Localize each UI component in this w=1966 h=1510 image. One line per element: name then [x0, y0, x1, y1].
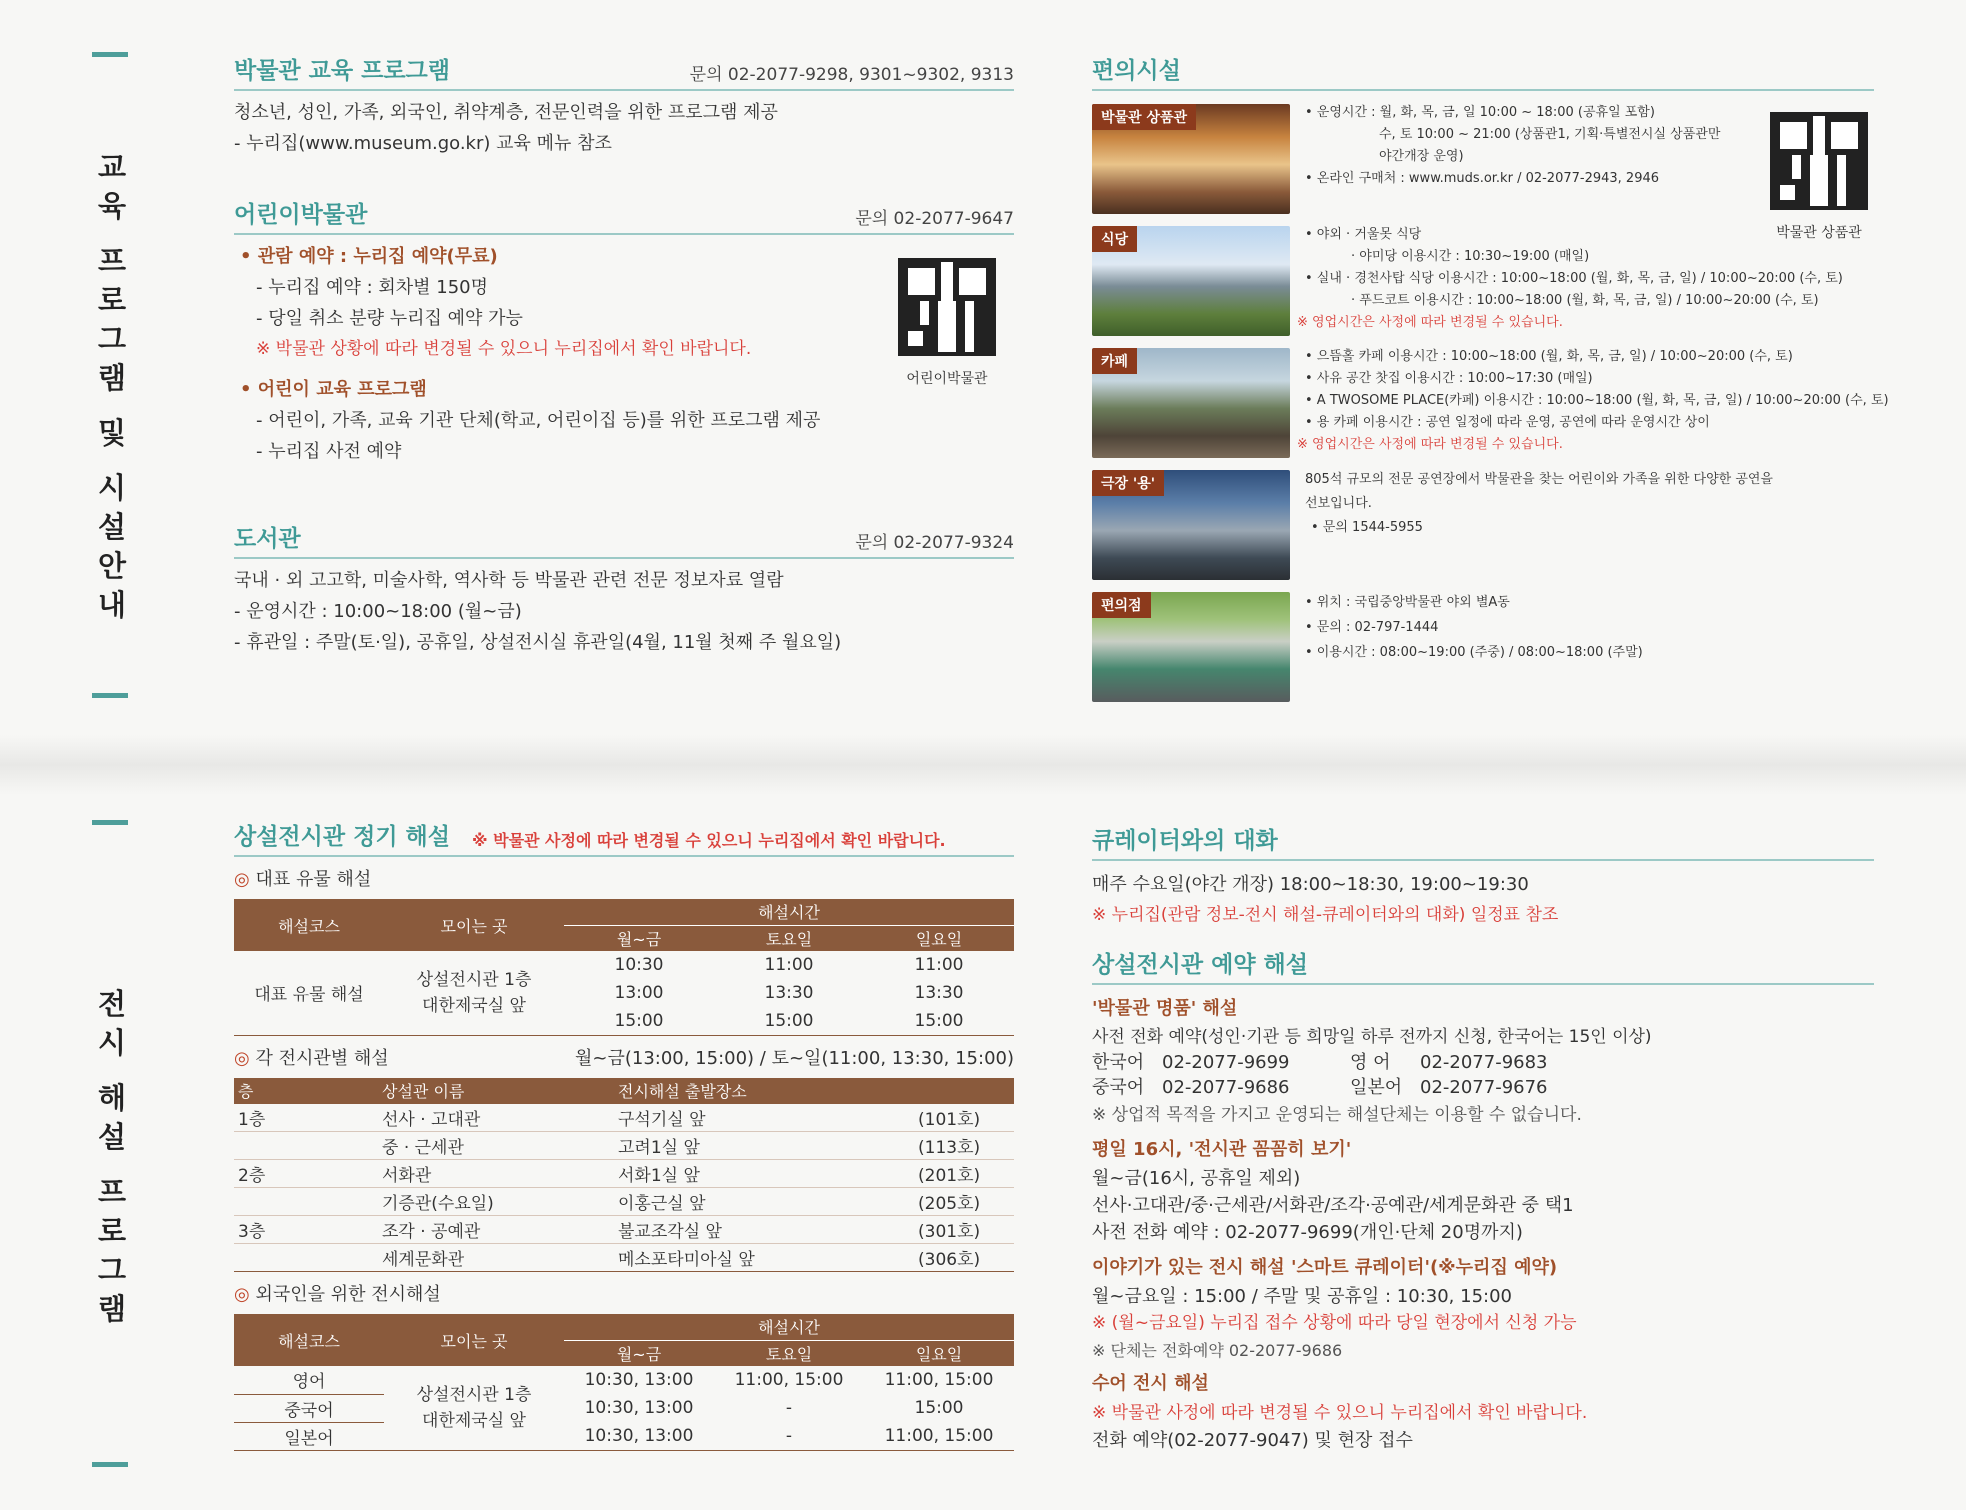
side-marker-top — [92, 52, 128, 57]
vchar: 시 — [97, 471, 126, 505]
time-cell: 10:30 — [614, 955, 664, 975]
th-course: 해설코스 — [234, 1314, 384, 1366]
foreign-place-line2: 대한제국실 앞 — [422, 1410, 526, 1431]
cafe-line1: • 으뜸홀 카페 이용시간 : 10:00~18:00 (월, 화, 목, 금, 일) / 10:00~20:00 (수, 토) — [1305, 349, 1793, 364]
table-row — [234, 1188, 1014, 1216]
lang-phone: 02-2077-9686 — [1162, 1077, 1290, 1098]
vchar: 램 — [97, 361, 126, 395]
shop-line4: • 온라인 구매처 : www.muds.or.kr / 02-2077-2943, 2946 — [1305, 171, 1660, 186]
th-place: 모이는 곳 — [384, 899, 564, 951]
time-cell: 10:30, 13:00 — [584, 1398, 694, 1418]
vchar: 프 — [97, 244, 126, 278]
kids-program-heading: • 어린이 교육 프로그램 — [240, 379, 427, 400]
cafe-photo — [1092, 348, 1290, 458]
rep-place-line1: 상설전시관 1층 — [416, 969, 532, 990]
edu-title: 박물관 교육 프로그램 — [234, 58, 450, 84]
time-cell: 15:00 — [914, 1398, 964, 1418]
circle-marker-icon: ◎ — [234, 1284, 250, 1305]
vchar: 해 — [97, 1081, 126, 1115]
regular-title: 상설전시관 정기 해설 — [234, 824, 450, 850]
vchar: 로 — [97, 1214, 126, 1248]
table-row — [234, 1216, 1014, 1244]
cafe-tag: 카페 — [1092, 348, 1137, 374]
time-cell: 13:00 — [614, 983, 664, 1003]
store-line2: • 문의 : 02-797-1444 — [1305, 620, 1439, 635]
weekday-heading: 평일 16시, '전시관 꼼꼼히 보기' — [1092, 1139, 1352, 1160]
side-marker-mid1 — [92, 693, 128, 698]
shop-qr-label: 박물관 상품관 — [1776, 225, 1862, 241]
time-cell: 10:30, 13:00 — [584, 1370, 694, 1390]
restaurant-text — [1297, 224, 1843, 334]
theater-tag: 극장 '용' — [1092, 470, 1164, 496]
lang-phone: 02-2077-9676 — [1420, 1077, 1548, 1098]
start-cell: 고려1실 앞 — [614, 1132, 914, 1160]
food-line3: • 실내 · 경천사탑 식당 이용시간 : 10:00~18:00 (월, 화, 목, 금, 일) / 10:00~20:00 (수, 토) — [1305, 271, 1843, 286]
facility-header — [1092, 52, 1874, 91]
vchar: 램 — [97, 1292, 126, 1326]
kids-line4: - 누리집 사전 예약 — [256, 441, 402, 462]
facility-title: 편의시설 — [1092, 58, 1181, 84]
curator-header — [1092, 822, 1874, 861]
sub-foreign-label: 외국인을 위한 전시해설 — [255, 1284, 441, 1305]
table-row — [234, 1132, 1014, 1160]
th-weekday: 월~금 — [564, 925, 714, 951]
kids-inquiry: 문의 02-2077-9647 — [855, 209, 1014, 229]
curator-line1: 매주 수요일(야간 개장) 18:00~18:30, 19:00~19:30 — [1092, 874, 1529, 895]
cafe-line2: • 사유 공간 찻집 이용시간 : 10:00~17:30 (매일) — [1305, 371, 1593, 386]
sub-representative — [234, 865, 1014, 891]
representative-table — [234, 899, 1014, 1036]
edu-line1: 청소년, 성인, 가족, 외국인, 취약계층, 전문인력을 위한 프로그램 제공 — [234, 102, 778, 123]
kids-line1: - 누리집 예약 : 회차별 150명 — [256, 277, 489, 298]
floor-cell — [234, 1132, 378, 1160]
th-gallery: 상설관 이름 — [378, 1078, 614, 1104]
gallery-cell: 서화관 — [378, 1160, 614, 1188]
facility-section — [1092, 52, 1874, 91]
restaurant-photo — [1092, 226, 1290, 336]
foreign-place — [384, 1366, 564, 1450]
th-sunday: 일요일 — [864, 925, 1014, 951]
th-time: 해설시간 — [564, 1314, 1014, 1340]
room-cell: (113호) — [914, 1132, 1014, 1160]
language-phone-grid — [1092, 1050, 1874, 1100]
reserve-header — [1092, 946, 1874, 985]
regular-header — [234, 818, 1014, 857]
library-line2: - 운영시간 : 10:00~18:00 (월~금) — [234, 601, 522, 622]
page-fold — [0, 735, 1966, 795]
language-cell: 일본어 — [234, 1422, 384, 1450]
gallery-cell: 조각 · 공예관 — [378, 1216, 614, 1244]
th-saturday: 토요일 — [714, 1340, 864, 1366]
library-inquiry: 문의 02-2077-9324 — [855, 533, 1014, 553]
start-cell: 불교조각실 앞 — [614, 1216, 914, 1244]
floor-cell: 1층 — [234, 1104, 378, 1132]
time-cell: 11:00, 15:00 — [864, 1422, 1014, 1450]
time-cell: 11:00 — [914, 955, 964, 975]
vchar: 설 — [97, 510, 126, 544]
shop-text — [1305, 102, 1720, 190]
gallery-table — [234, 1078, 1014, 1273]
cafe-note: ※ 영업시간은 사정에 따라 변경될 수 있습니다. — [1297, 437, 1563, 452]
edu-inquiry: 문의 02-2077-9298, 9301~9302, 9313 — [689, 65, 1014, 85]
theater-photo — [1092, 470, 1290, 580]
masterpiece-note: ※ 상업적 목적을 가지고 운영되는 해설단체는 이용할 수 없습니다. — [1092, 1105, 1582, 1125]
time-cell: 11:00 — [764, 955, 814, 975]
shop-line1: • 운영시간 : 월, 화, 목, 금, 일 10:00 ~ 18:00 (공휴일 포함) — [1305, 105, 1655, 120]
th-course: 해설코스 — [234, 899, 384, 951]
floor-cell: 2층 — [234, 1160, 378, 1188]
library-title: 도서관 — [234, 526, 301, 552]
sub-foreign — [234, 1280, 1014, 1306]
edu-line2: - 누리집(www.museum.go.kr) 교육 메뉴 참조 — [234, 133, 612, 154]
time-cell: 10:30, 13:00 — [564, 1422, 714, 1450]
gallery-cell: 중 · 근세관 — [378, 1132, 614, 1160]
kids-title: 어린이박물관 — [234, 202, 368, 228]
room-cell: (306호) — [914, 1244, 1014, 1272]
smart-line3: ※ 단체는 전화예약 02-2077-9686 — [1092, 1341, 1343, 1360]
kids-qr-code[interactable] — [898, 258, 996, 356]
start-cell: 메소포타미아실 앞 — [614, 1244, 914, 1272]
store-line1: • 위치 : 국립중앙박물관 야외 별A동 — [1305, 595, 1510, 610]
food-note: ※ 영업시간은 사정에 따라 변경될 수 있습니다. — [1297, 315, 1563, 330]
kids-note: ※ 박물관 상황에 따라 변경될 수 있으니 누리집에서 확인 바랍니다. — [256, 339, 752, 359]
table-row — [234, 1104, 1014, 1132]
edu-section — [234, 52, 1014, 159]
vchar: 로 — [97, 283, 126, 317]
th-time: 해설시간 — [564, 899, 1014, 925]
kids-header — [234, 196, 1014, 235]
lang-label: 한국어 — [1092, 1052, 1145, 1073]
th-place: 모이는 곳 — [384, 1314, 564, 1366]
time-cell: 15:00 — [714, 1007, 864, 1035]
weekday-line2: 선사·고대관/중·근세관/서화관/조각·공예관/세계문화관 중 택1 — [1092, 1195, 1574, 1216]
start-cell: 서화1실 앞 — [614, 1160, 914, 1188]
time-cell: 11:00, 15:00 — [734, 1370, 844, 1390]
shop-photo — [1092, 104, 1290, 214]
library-section — [234, 520, 1014, 658]
library-line1: 국내 · 외 고고학, 미술사학, 역사학 등 박물관 관련 전문 정보자료 열람 — [234, 570, 784, 591]
smart-heading: 이야기가 있는 전시 해설 '스마트 큐레이터'(※누리집 예약) — [1092, 1257, 1558, 1278]
sub-gallery — [234, 1044, 1014, 1070]
vchar: 설 — [97, 1120, 126, 1154]
theater-line2: 선보입니다. — [1305, 496, 1372, 511]
start-cell: 이홍근실 앞 — [614, 1188, 914, 1216]
food-line4: · 푸드코트 이용시간 : 10:00~18:00 (월, 화, 목, 금, 일) / 10:00~20:00 (수, 토) — [1351, 293, 1819, 308]
floor-cell — [234, 1244, 378, 1272]
theater-text — [1305, 468, 1773, 540]
food-line1: • 야외 · 거울못 식당 — [1305, 227, 1422, 242]
store-text — [1305, 590, 1643, 665]
circle-marker-icon: ◎ — [234, 869, 250, 890]
time-cell: 13:30 — [764, 983, 814, 1003]
vchar: 안 — [97, 549, 126, 583]
gallery-cell: 기증관(수요일) — [378, 1188, 614, 1216]
masterpiece-heading: '박물관 명품' 해설 — [1092, 998, 1238, 1019]
regular-note: ※ 박물관 사정에 따라 변경될 수 있으니 누리집에서 확인 바랍니다. — [471, 831, 946, 850]
kids-qr-label: 어린이박물관 — [906, 371, 988, 387]
lang-label: 중국어 — [1092, 1077, 1145, 1098]
lang-phone: 02-2077-9699 — [1162, 1052, 1290, 1073]
sub-representative-label: 대표 유물 해설 — [255, 869, 372, 890]
th-room — [914, 1078, 1014, 1104]
sub-gallery-label: 각 전시관별 해설 — [255, 1047, 389, 1069]
library-line3: - 휴관일 : 주말(토·일), 공휴일, 상설전시실 휴관일(4월, 11월 첫째 주 월요일) — [234, 632, 842, 653]
vchar: 육 — [97, 189, 126, 223]
cafe-line3: • A TWOSOME PLACE(카페) 이용시간 : 10:00~18:00 (월, 화, 목, 금, 일) / 10:00~20:00 (수, 토) — [1305, 393, 1889, 408]
store-photo — [1092, 592, 1290, 702]
smart-line1: 월~금요일 : 15:00 / 주말 및 공휴일 : 10:30, 15:00 — [1092, 1286, 1512, 1307]
regular-section — [234, 818, 1014, 1451]
room-cell: (205호) — [914, 1188, 1014, 1216]
vchar: 그 — [97, 322, 126, 356]
language-cell: 영어 — [234, 1366, 384, 1394]
th-weekday: 월~금 — [564, 1340, 714, 1366]
library-header — [234, 520, 1014, 559]
time-cell: - — [714, 1422, 864, 1450]
time-cell: 11:00, 15:00 — [884, 1370, 994, 1390]
lang-phone: 02-2077-9683 — [1420, 1052, 1548, 1073]
rep-course: 대표 유물 해설 — [234, 951, 384, 1035]
time-cell: - — [785, 1398, 793, 1418]
shop-qr-code[interactable] — [1770, 112, 1868, 210]
start-cell: 구석기실 앞 — [614, 1104, 914, 1132]
lang-label: 일본어 — [1350, 1077, 1403, 1098]
cafe-line4: • 용 카페 이용시간 : 공연 일정에 따라 운영, 공연에 따라 운영시간 상이 — [1305, 415, 1710, 430]
lang-label: 영 어 — [1350, 1052, 1391, 1073]
shop-tag: 박물관 상품관 — [1092, 104, 1196, 130]
smart-line2: ※ (월~금요일) 누리집 접수 상황에 따라 당일 현장에서 신청 가능 — [1092, 1313, 1577, 1333]
weekday-line1: 월~금(16시, 공휴일 제외) — [1092, 1168, 1301, 1189]
side-marker-mid2 — [92, 820, 128, 825]
floor-cell — [234, 1188, 378, 1216]
reserve-section — [1092, 946, 1874, 1455]
masterpiece-line1: 사전 전화 예약(성인·기관 등 희망일 하루 전까지 신청, 한국어는 15인 이상) — [1092, 1027, 1652, 1047]
table-row — [234, 1244, 1014, 1272]
sign-heading: 수어 전시 해설 — [1092, 1373, 1209, 1394]
vchar: 교 — [97, 150, 126, 184]
store-tag: 편의점 — [1092, 592, 1151, 618]
th-sunday: 일요일 — [864, 1340, 1014, 1366]
kids-section — [234, 196, 1014, 467]
time-cell: 15:00 — [564, 1007, 714, 1035]
foreign-place-line1: 상설전시관 1층 — [416, 1384, 532, 1405]
vchar: 시 — [97, 1026, 126, 1060]
kids-reserve-heading: • 관람 예약 : 누리집 예약(무료) — [240, 246, 498, 267]
weekday-line3: 사전 전화 예약 : 02-2077-9699(개인·단체 20명까지) — [1092, 1222, 1523, 1243]
vchar: 그 — [97, 1253, 126, 1287]
vertical-title-bottom — [92, 985, 132, 1329]
vchar: 및 — [97, 416, 126, 450]
rep-place — [384, 951, 564, 1035]
restaurant-tag: 식당 — [1092, 226, 1137, 252]
th-start: 전시해설 출발장소 — [614, 1078, 914, 1104]
language-cell: 중국어 — [234, 1394, 384, 1422]
theater-line3: • 문의 1544-5955 — [1311, 520, 1423, 535]
floor-cell: 3층 — [234, 1216, 378, 1244]
shop-line3: 야간개장 운영) — [1379, 149, 1464, 164]
foreign-table — [234, 1314, 1014, 1451]
vchar: 프 — [97, 1175, 126, 1209]
th-floor: 층 — [234, 1078, 378, 1104]
sign-line1: ※ 박물관 사정에 따라 변경될 수 있으니 누리집에서 확인 바랍니다. — [1092, 1403, 1588, 1423]
gallery-cell: 선사 · 고대관 — [378, 1104, 614, 1132]
room-cell: (301호) — [914, 1216, 1014, 1244]
sub-gallery-time: 월~금(13:00, 15:00) / 토~일(11:00, 13:30, 15:00) — [574, 1047, 1014, 1069]
time-cell: 13:30 — [914, 983, 964, 1003]
shop-line2: 수, 토 10:00 ~ 21:00 (상품관1, 기획·특별전시실 상품관만 — [1379, 127, 1721, 142]
room-cell: (101호) — [914, 1104, 1014, 1132]
vertical-title-top — [92, 148, 132, 625]
kids-line2: - 당일 취소 분량 누리집 예약 가능 — [256, 308, 523, 329]
theater-line1: 805석 규모의 전문 공연장에서 박물관을 찾는 어린이와 가족을 위한 다양한 공연을 — [1305, 472, 1773, 487]
edu-header — [234, 52, 1014, 91]
curator-section — [1092, 822, 1874, 930]
side-marker-bottom — [92, 1462, 128, 1467]
th-saturday: 토요일 — [714, 925, 864, 951]
store-line3: • 이용시간 : 08:00~19:00 (주중) / 08:00~18:00 (주말) — [1305, 645, 1643, 660]
time-cell: 15:00 — [864, 1007, 1014, 1035]
kids-line3: - 어린이, 가족, 교육 기관 단체(학교, 어린이집 등)를 위한 프로그램 제공 — [256, 410, 821, 431]
room-cell: (201호) — [914, 1160, 1014, 1188]
rep-place-line2: 대한제국실 앞 — [422, 995, 526, 1016]
vchar: 전 — [97, 987, 126, 1021]
food-line2: · 야미당 이용시간 : 10:30~19:00 (매일) — [1351, 249, 1590, 264]
curator-line2: ※ 누리집(관람 정보-전시 해설-큐레이터와의 대화) 일정표 참조 — [1092, 905, 1559, 925]
curator-title: 큐레이터와의 대화 — [1092, 828, 1278, 854]
gallery-cell: 세계문화관 — [378, 1244, 614, 1272]
vchar: 내 — [97, 588, 126, 622]
circle-marker-icon: ◎ — [234, 1047, 250, 1069]
cafe-text — [1297, 346, 1889, 456]
sign-line2: 전화 예약(02-2077-9047) 및 현장 접수 — [1092, 1430, 1413, 1451]
table-row — [234, 1160, 1014, 1188]
reserve-title: 상설전시관 예약 해설 — [1092, 952, 1308, 978]
